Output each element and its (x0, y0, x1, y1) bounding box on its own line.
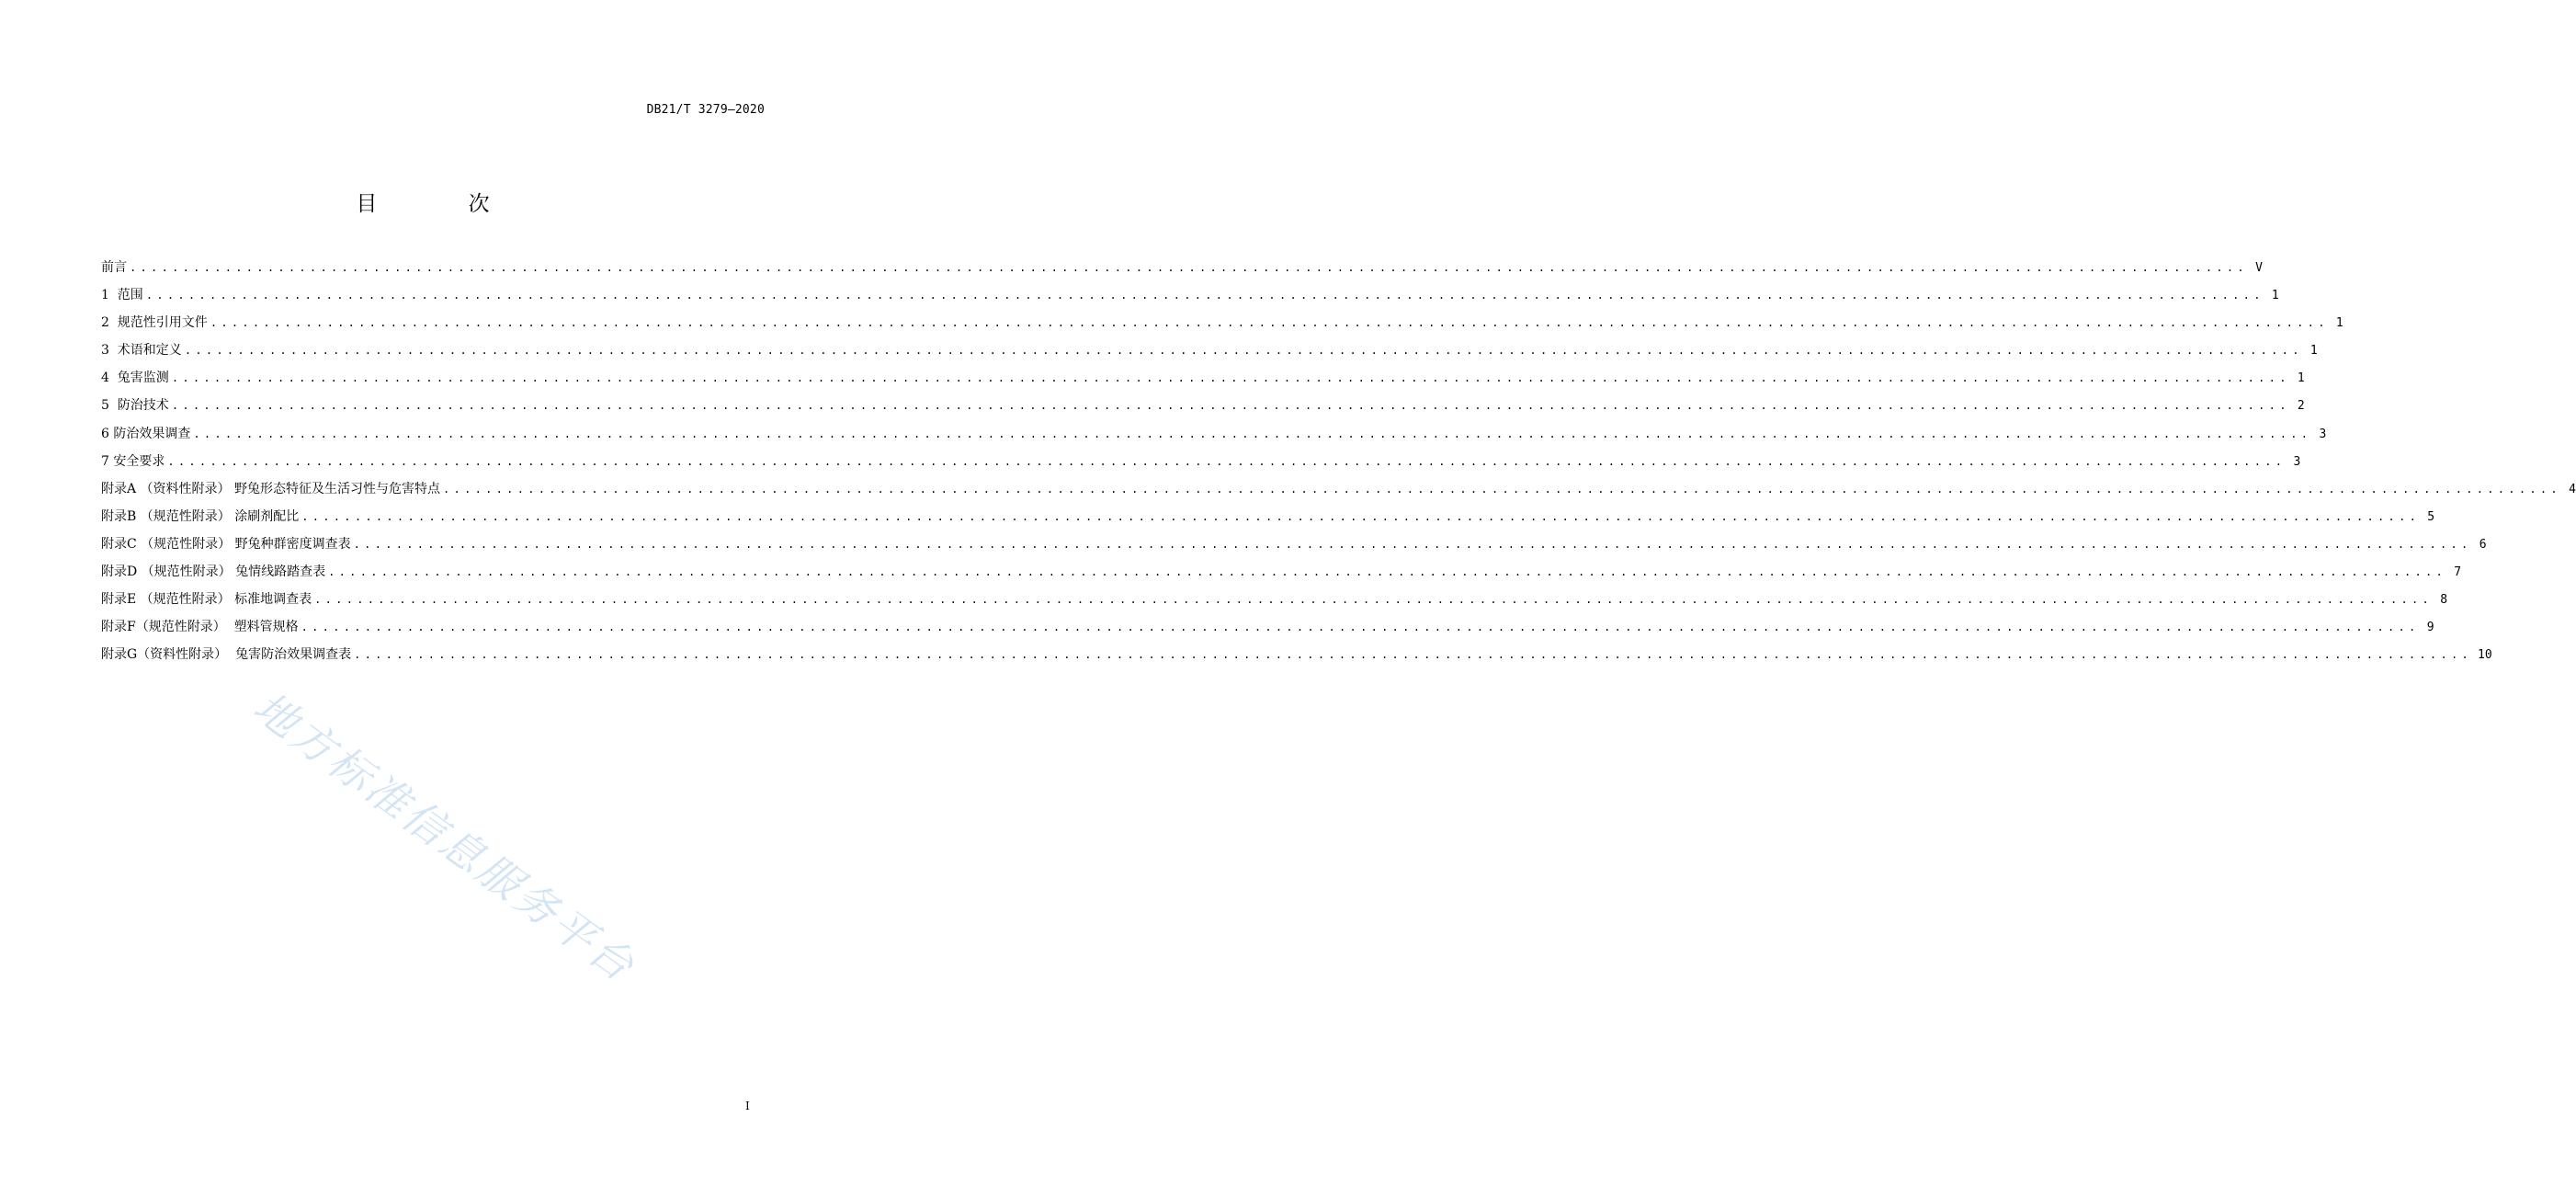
toc-entry-label: 附录A （资料性附录） 野兔形态特征及生活习性与危害特点 (101, 481, 441, 496)
toc-entry-control-techniques[interactable] (101, 392, 2305, 419)
toc-entry-page: V (2255, 261, 2263, 275)
toc-entry-normative-references[interactable] (101, 309, 2343, 336)
document-code: DB21/T 3279—2020 (646, 103, 765, 117)
toc-entry-page: 1 (2335, 316, 2343, 331)
toc-dot-leader: ........................................................................................................................................................................................................ (171, 399, 2290, 413)
toc-dot-leader: ........................................................................................................................................................................................................ (184, 344, 2303, 358)
toc-entry-page: 10 (2478, 648, 2492, 663)
toc-entry-label: 5 防治技术 (101, 398, 169, 414)
toc-entry-page: 7 (2454, 565, 2462, 580)
toc-entry-appendix-b[interactable] (101, 503, 2435, 530)
toc-dot-leader: ........................................................................................................................................................................................................ (354, 648, 2473, 662)
toc-entry-label: 4 兔害监测 (101, 370, 169, 386)
toc-dot-leader: ........................................................................................................................................................................................................ (210, 316, 2329, 330)
toc-dot-leader: ........................................................................................................................................................................................................ (167, 454, 2287, 468)
toc-entry-appendix-f[interactable] (101, 613, 2434, 641)
toc-entry-monitoring[interactable] (101, 364, 2305, 392)
toc-entry-page: 9 (2426, 621, 2434, 635)
toc-entry-page: 5 (2427, 509, 2435, 524)
toc-entry-label: 前言 (101, 260, 127, 275)
toc-entry-label: 附录F（规范性附录） 塑料管规格 (101, 620, 299, 635)
toc-entry-page: 3 (2319, 427, 2327, 441)
watermark: 地方标准信息服务平台 (244, 681, 646, 993)
toc-entry-label: 附录E （规范性附录） 标准地调查表 (101, 592, 312, 608)
toc-dot-leader: ........................................................................................................................................................................................................ (130, 261, 2248, 274)
toc-dot-leader: ........................................................................................................................................................................................................ (301, 621, 2420, 634)
toc-entry-appendix-a[interactable] (101, 475, 2576, 503)
toc-entry-appendix-d[interactable] (101, 558, 2462, 586)
toc-entry-page: 1 (2309, 344, 2318, 359)
toc-dot-leader: ........................................................................................................................................................................................................ (193, 427, 2312, 440)
toc-dot-leader: ........................................................................................................................................................................................................ (171, 371, 2290, 385)
toc-entry-page: 2 (2297, 399, 2305, 414)
toc-dot-leader: ........................................................................................................................................................................................................ (145, 289, 2264, 302)
toc-dot-leader: ........................................................................................................................................................................................................ (314, 593, 2434, 607)
toc-entry-terms-definitions[interactable] (101, 336, 2318, 364)
toc-entry-label: 3 术语和定义 (101, 343, 182, 359)
toc-entry-foreword[interactable] (101, 254, 2263, 281)
toc-entry-label: 2 规范性引用文件 (101, 315, 208, 331)
toc-entry-label: 7 安全要求 (101, 453, 165, 469)
toc-entry-label: 附录D （规范性附录） 兔情线路踏查表 (101, 564, 326, 580)
toc-entry-appendix-g[interactable] (101, 641, 2492, 668)
page-number: I (745, 1100, 750, 1112)
toc-entry-page: 4 (2569, 482, 2576, 496)
toc-entry-page: 3 (2293, 454, 2301, 469)
toc-entry-page: 1 (2297, 371, 2305, 386)
toc-entry-label: 附录C （规范性附录） 野兔种群密度调查表 (101, 536, 351, 552)
toc-dot-leader: ........................................................................................................................................................................................................ (353, 537, 2472, 551)
toc-dot-leader: ........................................................................................................................................................................................................ (328, 565, 2447, 579)
toc-entry-safety[interactable] (101, 448, 2301, 475)
toc-entry-label: 附录B （规范性附录） 涂刷剂配比 (101, 508, 300, 524)
table-of-contents (101, 254, 2576, 668)
toc-entry-page: 6 (2479, 537, 2487, 552)
toc-entry-label: 附录G（资料性附录） 兔害防治效果调查表 (101, 647, 352, 663)
toc-entry-appendix-c[interactable] (101, 530, 2487, 558)
toc-entry-page: 1 (2271, 289, 2279, 303)
page-title: 目 次 (356, 192, 532, 216)
toc-entry-effect-survey[interactable] (101, 420, 2327, 448)
toc-entry-scope[interactable] (101, 281, 2279, 309)
toc-dot-leader: ........................................................................................................................................................................................................ (443, 482, 2561, 496)
toc-entry-appendix-e[interactable] (101, 586, 2448, 613)
toc-dot-leader: ........................................................................................................................................................................................................ (301, 509, 2421, 523)
toc-entry-label: 1 范围 (101, 288, 143, 303)
toc-entry-label: 6 防治效果调查 (101, 426, 191, 441)
toc-entry-page: 8 (2440, 593, 2448, 608)
